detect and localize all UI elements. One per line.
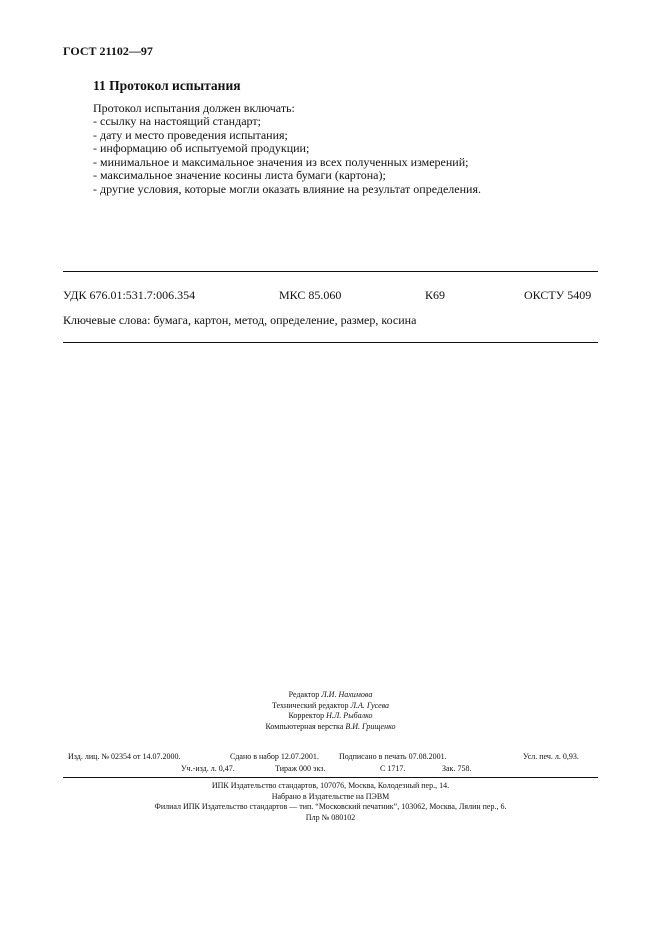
- k-code: К69: [425, 288, 446, 302]
- standard-code: ГОСТ 21102—97: [63, 44, 153, 58]
- mks-code: МКС 85.060: [279, 288, 342, 302]
- divider-imprint: [63, 777, 598, 778]
- print-sheets: Усл. печ. л. 0,93.: [523, 752, 579, 761]
- printing-block: [0, 781, 661, 823]
- okstu-code: ОКСТУ 5409: [524, 288, 592, 302]
- divider-bottom: [63, 342, 598, 343]
- section-intro: Протокол испытания должен включать:: [93, 101, 295, 115]
- credit-corrector: Корректор Н.Л. Рыбалко: [288, 711, 373, 720]
- publisher-license: Изд. лиц. № 02354 от 14.07.2000.: [68, 752, 181, 761]
- printing-line: Плр № 080102: [305, 812, 356, 822]
- list-item: - другие условия, которые могли оказать влияние на результат определения.: [93, 181, 481, 196]
- credit-editor: Редактор Л.И. Нахимова: [288, 690, 373, 699]
- list-item: - дату и место проведения испытания;: [93, 127, 288, 142]
- keywords: Ключевые слова: бумага, картон, метод, определение, размер, косина: [63, 313, 417, 327]
- order-number: Зак. 758.: [442, 764, 472, 773]
- printing-line: ИПК Издательство стандартов, 107076, Москва, Колодезный пер., 14.: [211, 781, 450, 790]
- list-item: - минимальное и максимальное значения из всех полученных измерений;: [93, 154, 469, 169]
- udk-code: УДК 676.01:531.7:006.354: [63, 288, 196, 302]
- list-item: - ссылку на настоящий стандарт;: [93, 114, 261, 128]
- credits-block: [0, 690, 661, 732]
- list-item: - максимальное значение косины листа бумаги (картона);: [93, 168, 386, 183]
- section-title: 11 Протокол испытания: [93, 78, 241, 93]
- signed-date: Подписано в печать 07.08.2001.: [339, 752, 447, 761]
- print-run: Тираж 000 экз.: [275, 764, 326, 773]
- order-c: С 1717.: [380, 764, 406, 773]
- printing-line: Филиал ИПК Издательство стандартов — тип. “Московский печатник”, 103062, Москва, Лялин пер., 6.: [154, 802, 507, 811]
- set-date: Сдано в набор 12.07.2001.: [230, 752, 319, 761]
- list-item: - информацию об испытуемой продукции;: [93, 141, 310, 156]
- credit-layout: Компьютерная верстка В.И. Грищенко: [265, 721, 396, 731]
- printing-line: Набрано в Издательстве на ПЭВМ: [271, 791, 390, 801]
- requirements-list: [93, 115, 481, 197]
- edition-sheets: Уч.-изд. л. 0,47.: [181, 764, 235, 773]
- divider-top: [63, 271, 598, 272]
- credit-tech-editor: Технический редактор Л.А. Гусева: [271, 700, 390, 710]
